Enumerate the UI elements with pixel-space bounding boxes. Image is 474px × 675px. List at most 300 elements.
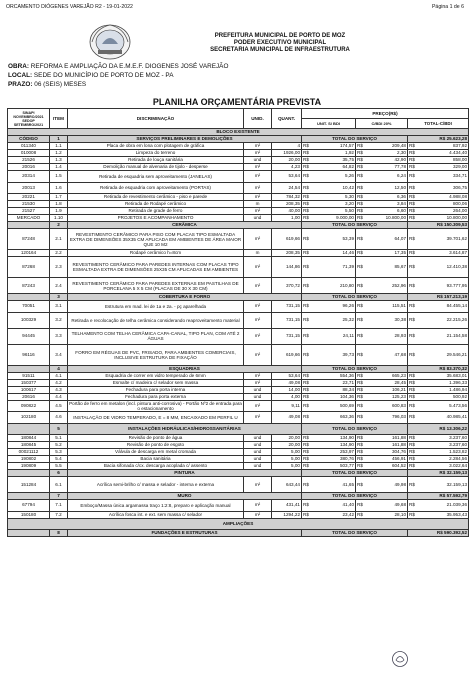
item-unit-price: 10,42 [342, 184, 354, 190]
item-description: Portão de ferro em metalon (incl. pintura anti-corrosiva) - Portão Nº2 de entrada para o estacionamento [69, 400, 242, 411]
item-description: PROJETOS E ACOMPANHAMENTO [68, 215, 244, 222]
section-number: 3 [50, 294, 68, 301]
item-bdi-cell [356, 400, 408, 412]
item-total-cell [408, 400, 469, 412]
item-unit-price-cell [302, 257, 356, 278]
item-reference: 21526 [8, 157, 50, 164]
item-bdi: 42,90 [394, 157, 406, 163]
item-total-cell [408, 182, 469, 194]
item-reference: 100329 [8, 312, 50, 328]
item-unit-price: 5,26 [345, 173, 354, 179]
item-unit-price: 554,36 [339, 372, 354, 378]
item-unit-price-cell [302, 278, 356, 294]
table-section-row [8, 222, 469, 229]
currency-symbol: R$ [409, 264, 415, 270]
section-total-label: TOTAL DO SERVIÇO [302, 423, 408, 435]
item-total-cell [408, 250, 469, 257]
item-unit-price-cell [302, 511, 356, 518]
currency-symbol: R$ [357, 150, 363, 156]
item-reference: 102180 [8, 412, 50, 424]
item-bdi-cell [356, 150, 408, 157]
item-reference: 87243 [8, 278, 50, 294]
item-quantity: 9,11 [272, 400, 302, 412]
currency-symbol: R$ [357, 351, 363, 357]
item-description: Fechadura para porta externa [68, 393, 244, 400]
currency-symbol: R$ [409, 173, 415, 179]
table-row [8, 412, 469, 424]
item-total: 500,92 [452, 393, 468, 399]
item-unit-price-cell [302, 442, 356, 449]
currency-symbol: R$ [303, 317, 309, 323]
item-bdi: 10.800,00 [385, 215, 406, 221]
section-total: R$ 13.306,22 [408, 423, 469, 435]
item-total-cell [408, 208, 469, 215]
item-unit-price: 35,75 [342, 157, 354, 163]
item-description: INSTALAÇÃO DE VIDRO TEMPERADO, E = 8 MM, ENCAIXADO EM PERFIL U [68, 412, 244, 424]
item-bdi: 30,38 [394, 317, 406, 323]
item-bdi: 28,93 [394, 333, 406, 339]
currency-symbol: R$ [409, 463, 415, 469]
table-row [8, 215, 469, 222]
item-description: TELHAMENTO COM TELHA CERÂMICA CAPA-CANAL, TIPO PLAN, COM ATÉ 2 ÁGUAS [68, 328, 244, 344]
item-total-cell [408, 379, 469, 386]
item-reference: 00021112 [8, 449, 50, 456]
item-total-cell [408, 215, 469, 222]
item-quantity: 24,54 [272, 182, 302, 194]
item-reference: 67794 [8, 500, 50, 512]
obra-label: OBRA: [8, 63, 29, 70]
currency-symbol: R$ [357, 402, 363, 408]
item-bdi-cell [356, 215, 408, 222]
item-unit-price: 5,30 [345, 194, 354, 200]
item-total-cell [408, 393, 469, 400]
column-header-reference: SINAPI NOVEMBRO/2021 SEDOP SETEMBRO/2021 [8, 109, 50, 129]
item-total: 22.215,26 [446, 317, 468, 323]
item-number: 1.4 [50, 164, 68, 171]
item-unit-price-cell [302, 463, 356, 470]
item-total-cell [408, 500, 469, 512]
item-bdi-cell [356, 201, 408, 208]
item-total: 32.159,13 [446, 481, 468, 487]
item-unit-price-cell [302, 194, 356, 201]
item-total: 329,00 [452, 164, 468, 170]
item-unit-price: 380,76 [339, 456, 354, 462]
item-number: 4.4 [50, 393, 68, 400]
item-unit-price-cell [302, 182, 356, 194]
item-bdi-cell [356, 412, 408, 424]
item-quantity: 731,15 [272, 312, 302, 328]
currency-symbol: R$ [409, 393, 415, 399]
item-description: Válvula de descarga em metal cromada [68, 449, 244, 456]
item-reference: 010008 [8, 150, 50, 157]
table-row [8, 435, 469, 442]
item-reference: 011340 [8, 143, 50, 150]
item-quantity: 53,64 [272, 372, 302, 379]
institution-line-1: PREFEITURA MUNICIPAL DE PORTO DE MOZ [214, 33, 346, 39]
item-bdi: 47,68 [394, 351, 406, 357]
currency-symbol: R$ [303, 250, 309, 256]
item-bdi-cell [356, 449, 408, 456]
item-number: 5.3 [50, 449, 68, 456]
page-number: Página 1 de 6 [431, 4, 464, 10]
section-code [8, 294, 50, 301]
currency-symbol: R$ [357, 194, 363, 200]
currency-symbol: R$ [357, 481, 363, 487]
item-reference: 180844 [8, 435, 50, 442]
obra-value: REFORMA E AMPLIAÇÃO DA E.M.E.F. DIOGENES JOSÉ VAREJÃO [30, 63, 229, 70]
item-total-cell [408, 164, 469, 171]
currency-symbol: R$ [409, 201, 415, 207]
item-bdi: 77,78 [394, 164, 406, 170]
item-bdi: 49,98 [394, 481, 406, 487]
item-quantity: 20,00 [272, 442, 302, 449]
item-description: Demolição manual de alvenaria de tijolo - desperse [68, 164, 244, 171]
currency-symbol: R$ [357, 393, 363, 399]
item-bdi: 604,52 [391, 463, 406, 469]
item-total: 334,71 [452, 173, 468, 179]
item-unit-price: 1,92 [345, 150, 354, 156]
section-code [8, 470, 50, 477]
item-number: 4.6 [50, 412, 68, 424]
table-banner-row [8, 518, 469, 530]
item-bdi: 125,23 [391, 393, 406, 399]
item-total: 93.777,95 [446, 282, 468, 288]
item-unit: und [244, 393, 272, 400]
item-reference: MERCADO [8, 215, 50, 222]
section-number: 2 [50, 222, 68, 229]
item-bdi: 3,84 [397, 201, 406, 207]
currency-symbol: R$ [357, 502, 363, 508]
item-unit: m² [244, 328, 272, 344]
item-unit: m² [244, 312, 272, 328]
item-total: 10.800,00 [446, 215, 468, 221]
item-total: 3.614,87 [449, 250, 468, 256]
item-reference: 20616 [8, 393, 50, 400]
item-unit-price: 25,32 [342, 317, 354, 323]
item-total-cell [408, 278, 469, 294]
banner-label: AMPLIAÇÕES [8, 518, 469, 530]
item-total: 4.434,40 [449, 150, 468, 156]
table-row [8, 201, 469, 208]
section-title: ESQUADRIAS [68, 365, 302, 372]
item-number: 2.2 [50, 250, 68, 257]
currency-symbol: R$ [409, 194, 415, 200]
currency-symbol: R$ [409, 511, 415, 517]
item-unit-price-cell [302, 157, 356, 164]
item-total-cell [408, 312, 469, 328]
item-unit-price: 134,90 [339, 435, 354, 441]
item-unit: m² [244, 171, 272, 183]
section-code [8, 365, 50, 372]
currency-symbol: R$ [303, 393, 309, 399]
item-number: 1.2 [50, 150, 68, 157]
item-bdi: 252,96 [391, 282, 406, 288]
item-unit: m² [244, 400, 272, 412]
item-bdi-cell [356, 229, 408, 250]
section-total-label: TOTAL DO SERVIÇO [302, 470, 408, 477]
section-number: 1 [50, 136, 68, 143]
currency-symbol: R$ [409, 184, 415, 190]
section-number: 5 [50, 423, 68, 435]
item-bdi-cell [356, 278, 408, 294]
item-unit-price: 96,26 [342, 303, 354, 309]
item-unit-price: 71,39 [342, 264, 354, 270]
section-total: R$ 590.392,52 [408, 530, 469, 537]
item-description: Retirada de esquadria sem aproveitamento (JANELAS) [68, 171, 244, 183]
currency-symbol: R$ [303, 215, 309, 221]
currency-symbol: R$ [357, 379, 363, 385]
column-header-description: DISCRIMINAÇÃO [68, 109, 244, 129]
item-reference: 87268 [8, 257, 50, 278]
item-reference: 150377 [8, 379, 50, 386]
column-header-total: TOTAL-C/BDI [408, 119, 469, 129]
item-unit: m² [244, 278, 272, 294]
item-unit: und [244, 386, 272, 393]
item-bdi: 2,30 [397, 150, 406, 156]
column-header-unit-price: UNIT. S/ BDI [302, 119, 356, 129]
item-quantity: 1294,22 [272, 511, 302, 518]
banner-label: BLOCO EXISTENTE [8, 129, 469, 136]
currency-symbol: R$ [303, 143, 309, 149]
local-label: LOCAL: [8, 72, 33, 79]
currency-symbol: R$ [409, 150, 415, 156]
item-number: 3.1 [50, 301, 68, 313]
item-unit: m² [244, 143, 272, 150]
currency-symbol: R$ [357, 215, 363, 221]
item-quantity: 14,00 [272, 386, 302, 393]
item-bdi: 600,83 [391, 402, 406, 408]
item-reference: 21530 [8, 201, 50, 208]
table-row [8, 171, 469, 183]
item-unit-price-cell [302, 215, 356, 222]
item-unit: m³ [244, 164, 272, 171]
item-unit-price-cell [302, 164, 356, 171]
currency-symbol: R$ [409, 208, 415, 214]
item-total-cell [408, 386, 469, 393]
currency-symbol: R$ [409, 164, 415, 170]
item-total-cell [408, 344, 469, 365]
item-description: FORRO EM RÉGUAS DE PVC, FRISADO, PARA AMBIENTES COMERCIAIS, INCLUSIVE ESTRUTURA DE FIXAÇÃO [68, 344, 244, 365]
item-bdi-cell [356, 344, 408, 365]
item-bdi-cell [356, 157, 408, 164]
currency-symbol: R$ [357, 435, 363, 441]
item-quantity: 4,23 [272, 164, 302, 171]
item-total: 35.683,01 [446, 372, 468, 378]
currency-symbol: R$ [409, 333, 415, 339]
currency-symbol: R$ [409, 442, 415, 448]
item-bdi: 6,36 [397, 194, 406, 200]
item-total-cell [408, 150, 469, 157]
section-title: FUNDAÇÕES E ESTRUTURAS [68, 530, 302, 537]
item-description: REVESTIMENTO CERÂMICO PARA PAREDES INTERNAS COM PLACAS TIPO ESMALTADA EXTRA DE DIMENSÕES 25X35 CM APLICADAS EM AMBIENTES [68, 257, 244, 278]
item-quantity: 619,66 [272, 229, 302, 250]
currency-symbol: R$ [357, 173, 363, 179]
item-unit-price: 500,69 [339, 402, 354, 408]
item-reference: 87248 [8, 229, 50, 250]
item-unit-price-cell [302, 456, 356, 463]
item-reference: 96116 [8, 344, 50, 365]
item-quantity: 20,00 [272, 435, 302, 442]
item-quantity: 49,08 [272, 379, 302, 386]
table-row [8, 278, 469, 294]
table-row [8, 312, 469, 328]
currency-symbol: R$ [303, 449, 309, 455]
currency-symbol: R$ [303, 481, 309, 487]
item-number: 1.7 [50, 194, 68, 201]
prazo-value: 06 (SEIS) MESES [34, 81, 87, 88]
section-total: R$ 157.213,19 [408, 294, 469, 301]
table-row [8, 463, 469, 470]
currency-symbol: R$ [357, 463, 363, 469]
item-description: Revisão de ponto de água [68, 435, 244, 442]
currency-symbol: R$ [409, 372, 415, 378]
section-total: R$ 57.592,79 [408, 493, 469, 500]
item-bdi: 12,50 [394, 184, 406, 190]
item-bdi-cell [356, 328, 408, 344]
item-description: Retirada de revestimento cerâmico - piso e parede [68, 194, 244, 201]
section-code [8, 423, 50, 435]
item-unit-price: 9.000,00 [336, 215, 354, 221]
item-bdi: 17,35 [394, 250, 406, 256]
document-filename: ORCAMENTO DIÓGENES VAREJÃO R2 - 19-01-2022 [6, 4, 133, 10]
item-unit: m² [244, 229, 272, 250]
currency-symbol: R$ [357, 164, 363, 170]
section-title: CERÂMICA [68, 222, 302, 229]
item-reference: 190809 [8, 463, 50, 470]
item-quantity: 53,64 [272, 171, 302, 183]
section-total: R$ 83.370,32 [408, 365, 469, 372]
section-total: R$ 150.309,53 [408, 222, 469, 229]
currency-symbol: R$ [357, 184, 363, 190]
budget-table [7, 108, 469, 537]
item-total: 858,00 [452, 157, 468, 163]
item-unit-price: 88,34 [342, 386, 354, 392]
item-total: 306,75 [452, 184, 468, 190]
item-total: 3.237,60 [449, 442, 468, 448]
item-unit: und [244, 157, 272, 164]
section-total: R$ 32.159,13 [408, 470, 469, 477]
section-code: CÓDIGO [8, 136, 50, 143]
item-reference: 20013 [8, 182, 50, 194]
item-number: 3.2 [50, 312, 68, 328]
currency-symbol: R$ [303, 442, 309, 448]
table-section-row [8, 493, 469, 500]
table-row [8, 150, 469, 157]
currency-symbol: R$ [409, 215, 415, 221]
item-unit-price: 5,50 [345, 208, 354, 214]
table-row [8, 442, 469, 449]
item-description: Retirada e recolocação de telha cerâmica considerando reaproveitamento material [68, 312, 244, 328]
item-unit: m² [244, 194, 272, 201]
item-total-cell [408, 143, 469, 150]
section-total-label: TOTAL DO SERVIÇO [302, 222, 408, 229]
item-total-cell [408, 194, 469, 201]
currency-symbol: R$ [303, 502, 309, 508]
section-number: 8 [50, 530, 68, 537]
section-total-label: TOTAL DO SERVIÇO [302, 530, 408, 537]
table-banner-row [8, 129, 469, 136]
item-total: 12.410,38 [446, 264, 468, 270]
item-quantity: 40,00 [272, 208, 302, 215]
item-description: Bacia sanitária [68, 456, 244, 463]
currency-symbol: R$ [357, 236, 363, 242]
currency-symbol: R$ [357, 201, 363, 207]
item-total-cell [408, 157, 469, 164]
item-unit-price-cell [302, 372, 356, 379]
item-number: 2.3 [50, 257, 68, 278]
currency-symbol: R$ [303, 333, 309, 339]
column-header-price: PREÇO(R$) [302, 109, 469, 119]
item-unit: m² [244, 500, 272, 512]
currency-symbol: R$ [357, 372, 363, 378]
municipal-coat-of-arms-icon [88, 22, 132, 62]
item-bdi-cell [356, 164, 408, 171]
item-description: Fechadura para porta interna [68, 386, 244, 393]
currency-symbol: R$ [409, 402, 415, 408]
item-total: 84.455,14 [446, 303, 468, 309]
item-unit-price-cell [302, 412, 356, 424]
item-unit-price-cell [302, 400, 356, 412]
item-description: Limpeza do terreno [68, 150, 244, 157]
table-row [8, 301, 469, 313]
currency-symbol: R$ [409, 236, 415, 242]
item-total: 4.988,08 [449, 194, 468, 200]
item-bdi-cell [356, 435, 408, 442]
item-number: 1.3 [50, 157, 68, 164]
table-row [8, 257, 469, 278]
currency-symbol: R$ [357, 264, 363, 270]
item-bdi-cell [356, 182, 408, 194]
item-number: 5.2 [50, 442, 68, 449]
item-description: Estrutura em mad. lei de 1a e 2a. - pç aparelhada [68, 301, 244, 313]
item-bdi-cell [356, 257, 408, 278]
item-number: 7.2 [50, 511, 68, 518]
currency-symbol: R$ [303, 456, 309, 462]
item-total-cell [408, 229, 469, 250]
item-number: 4.2 [50, 379, 68, 386]
item-unit-price: 39,73 [342, 351, 354, 357]
item-quantity: 5,00 [272, 449, 302, 456]
item-number: 7.1 [50, 500, 68, 512]
item-unit: und [244, 449, 272, 456]
currency-symbol: R$ [303, 157, 309, 163]
table-section-row [8, 294, 469, 301]
item-unit-price: 210,80 [339, 282, 354, 288]
table-row [8, 379, 469, 386]
item-bdi-cell [356, 171, 408, 183]
item-number: 1.8 [50, 201, 68, 208]
currency-symbol: R$ [409, 379, 415, 385]
item-total: 5.473,56 [449, 402, 468, 408]
item-description: Retirada de louça sanitária [68, 157, 244, 164]
item-reference: 100617 [8, 386, 50, 393]
currency-symbol: R$ [409, 481, 415, 487]
item-bdi: 796,03 [391, 414, 406, 420]
item-description: Revisão de ponto de esgoto [68, 442, 244, 449]
item-unit-price-cell [302, 500, 356, 512]
item-unit: m² [244, 379, 272, 386]
item-quantity: 4,00 [272, 393, 302, 400]
item-number: 2.1 [50, 229, 68, 250]
table-row [8, 208, 469, 215]
item-quantity: 1,00 [272, 215, 302, 222]
item-quantity: 370,72 [272, 278, 302, 294]
section-number: 4 [50, 365, 68, 372]
item-unit: m [244, 201, 272, 208]
item-quantity: 619,66 [272, 344, 302, 365]
item-number: 6.1 [50, 477, 68, 493]
item-quantity: 5,00 [272, 463, 302, 470]
